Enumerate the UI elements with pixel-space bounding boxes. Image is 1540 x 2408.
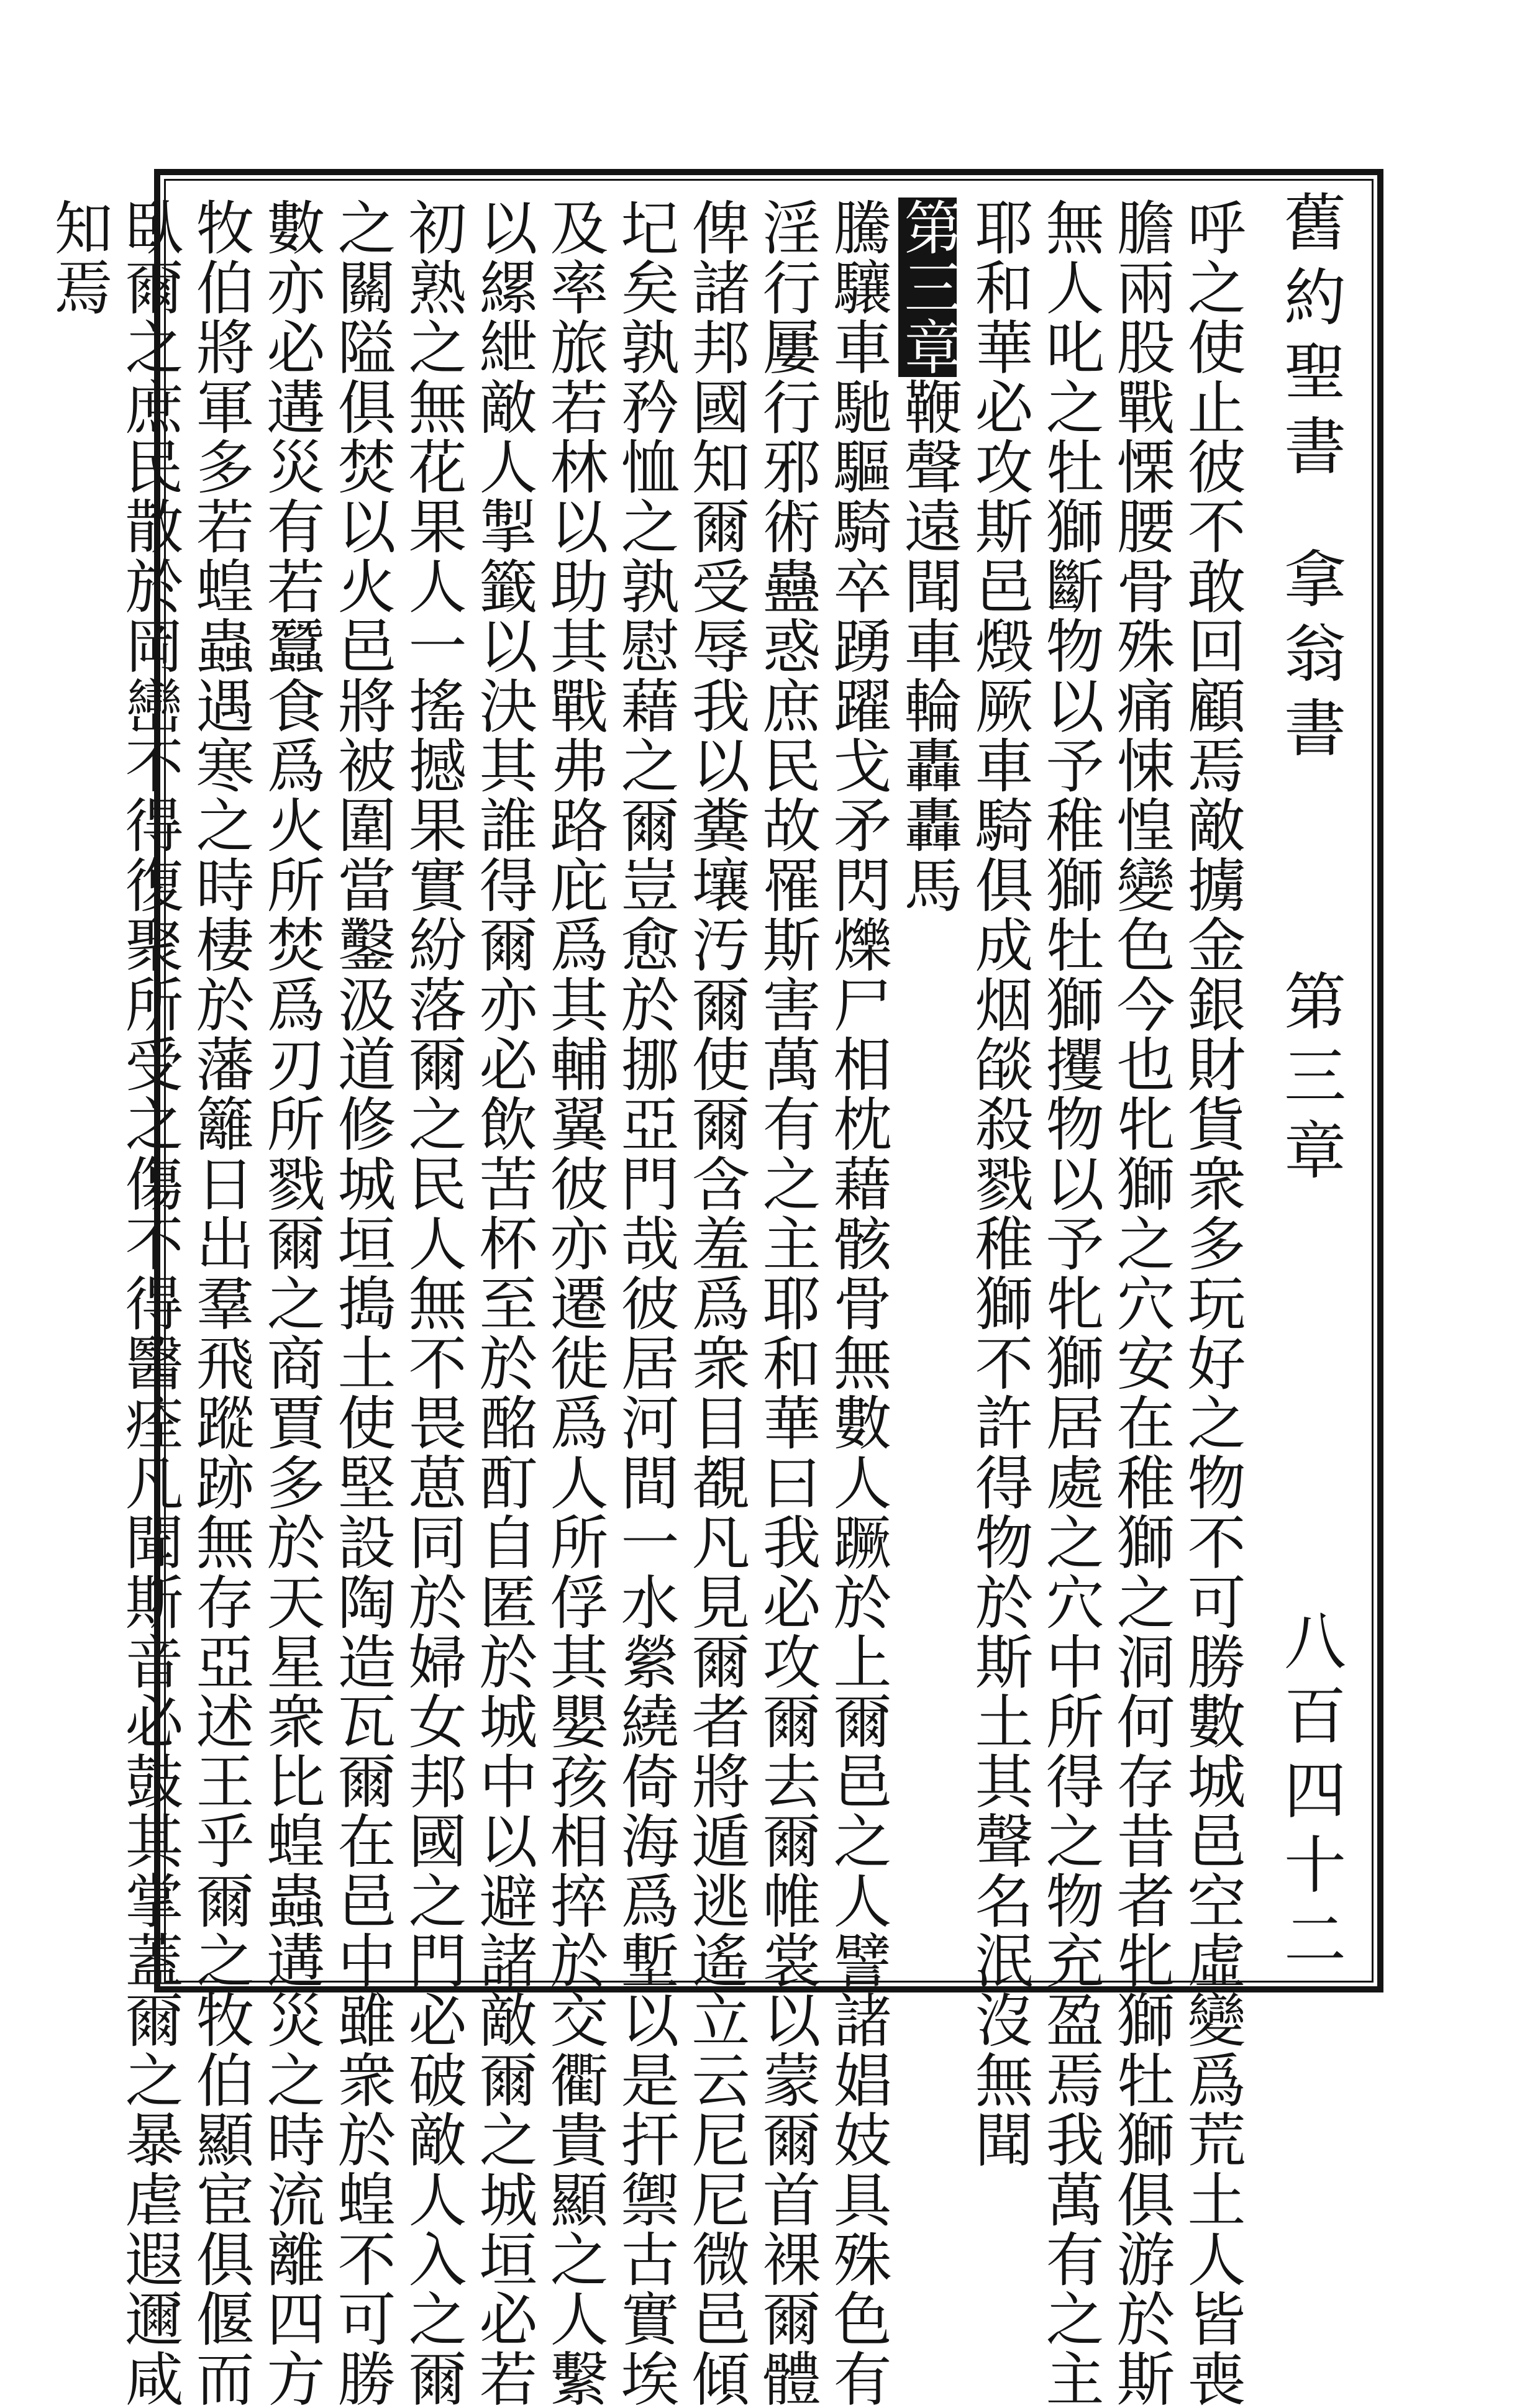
- text-column: 牧伯將軍多若蝗蟲遇寒之時棲於藩籬日出羣飛蹤跡無存亞述王乎爾之牧伯顯宦俱偃而: [186, 198, 253, 2408]
- text-column: 呼之使止彼不敢回顧焉敵擄金銀財貨衆多玩好之物不可勝數城邑空虛變爲荒土人皆喪: [1177, 198, 1245, 2408]
- text-column: 及率旅若林以助其戰弗路庇爲其輔翼彼亦遷徙爲人所俘其嬰孩相捽於交衢貴顯之人繫: [540, 198, 608, 2408]
- page-number: 八百四十二: [1273, 1609, 1346, 1981]
- text-column: 膽兩股戰慄腰骨殊痛悚惶變色今也牝獅之穴安在稚獅之洞何存昔者牝獅牡獅俱游於斯: [1106, 198, 1174, 2408]
- text-column: 以縲紲敵人掣籤以決其誰得爾亦必飲苦杯至於酩酊自匿於城中以避諸敵爾之城垣必若: [469, 198, 537, 2408]
- text-column-segment: 鞭聲遠聞車輪轟轟馬: [894, 376, 962, 915]
- text-column: 數亦必遘災有若蠶食爲火所焚爲刃所戮爾之商賈多於天星衆比蝗蟲遘災之時流離四方: [257, 198, 324, 2408]
- text-column: 耶和華必攻斯邑燬厥車騎俱成烟燄殺戮稚獅不許得物於斯土其聲名泯沒無聞: [965, 198, 1032, 2169]
- text-column: 臥爾之庶民散於岡巒不得復聚所受之傷不得醫痊凡聞斯音必鼓其掌蓋爾之暴虐遐邇咸: [115, 198, 183, 2408]
- book-title: 舊約聖書: [1273, 190, 1346, 488]
- text-column: 圮矣孰矜恤之孰慰藉之爾豈愈於挪亞門哉彼居河間一水縈繞倚海爲塹以是扞禦古實埃: [611, 198, 678, 2408]
- text-column: 知焉: [44, 198, 112, 317]
- book-name: 拿翁書: [1273, 547, 1346, 770]
- text-column: 之關隘俱焚以火邑將被圍當鑿汲道修城垣搗土使堅設陶造瓦爾在邑中雖衆於蝗不可勝: [327, 198, 395, 2408]
- chapter-heading: 第三章: [1273, 969, 1346, 1193]
- text-column: 無人叱之牡獅斷物以予稚獅牡獅攫物以予牝獅居處之穴中所得之物充盈焉我萬有之主: [1036, 198, 1103, 2408]
- chapter-marker: 第三章: [894, 198, 962, 377]
- text-column: 俾諸邦國知爾受辱我以糞壤汚爾使爾含羞爲衆目覩凡見爾者將遁逃遙立云尼尼微邑傾: [681, 198, 749, 2408]
- text-column: 淫行屢行邪術蠱惑庶民故罹斯害萬有之主耶和華曰我必攻爾去爾帷裳以蒙爾首裸爾體: [752, 198, 820, 2408]
- text-column: 初熟之無花果人一搖撼果實紛落爾之民人無不畏葸同於婦女邦國之門必破敵人入之爾: [398, 198, 466, 2408]
- text-column: 騰驤車馳驅騎卒踴躍戈矛閃爍尸相枕藉骸骨無數人蹶於上爾邑之人譬諸娼妓具殊色有: [823, 198, 891, 2408]
- text-column: [894, 198, 962, 915]
